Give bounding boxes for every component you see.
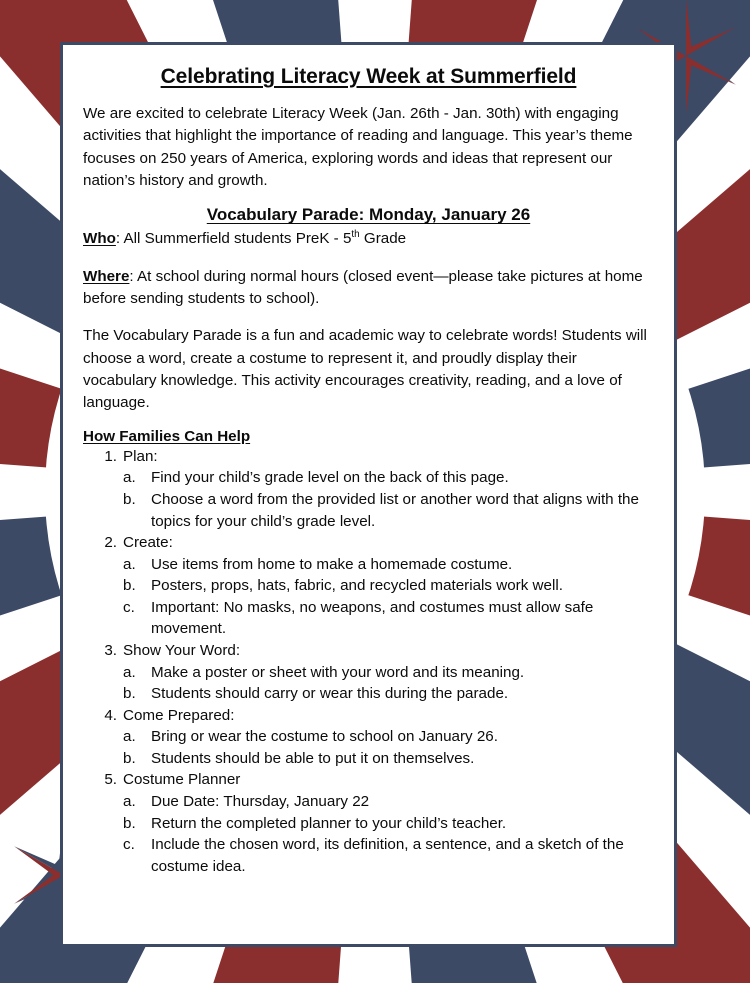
section-title: Vocabulary Parade: Monday, January 26 [206, 205, 531, 225]
step-item [83, 640, 654, 705]
how-families-can-help-list [83, 446, 654, 878]
substep-marker: b. [123, 749, 136, 767]
step-item [83, 532, 654, 640]
substep-marker: a. [123, 793, 136, 811]
substep-text: Due Date: Thursday, January 22 [151, 793, 370, 811]
substep-item [123, 683, 654, 705]
spacer [83, 310, 654, 325]
parade-description-paragraph: The Vocabulary Parade is a fun and academic way to celebrate words! Students will choose a word, create a costume to represent it, and proudly display their vocabulary knowledge. This activity encourages creativity, reading, and a love of language. [83, 327, 647, 412]
intro-paragraph: We are excited to celebrate Literacy Week (Jan. 26th - Jan. 30th) with engaging activities that highlight the importance of reading and language. This year’s theme focuses on 250 years of America, exploring words and ideas that represent our nation’s history and growth. [83, 105, 633, 190]
step-text: Create: [123, 534, 173, 552]
substep-marker: a. [123, 728, 136, 746]
step-item [83, 769, 654, 877]
substep-text: Return the completed planner to your child’s teacher. [151, 814, 507, 832]
substep-item [123, 662, 654, 684]
substep-text: Choose a word from the provided list or another word that aligns with the topics for your child’s grade level. [151, 490, 639, 530]
substep-text: Find your child’s grade level on the back of this page. [151, 469, 509, 487]
step-text: Come Prepared: [123, 706, 235, 724]
substep-text: Include the chosen word, its definition, a sentence, and a sketch of the costume idea. [151, 836, 624, 875]
substep-text: Important: No masks, no weapons, and costumes must allow safe movement. [151, 598, 594, 638]
substep-marker: b. [123, 490, 136, 508]
substep-text: Posters, props, hats, fabric, and recycled materials work well. [151, 577, 563, 595]
step-item [83, 705, 654, 770]
substep-item [123, 554, 654, 576]
page-title: Celebrating Literacy Week at Summerfield [160, 65, 577, 88]
substep-text: Make a poster or sheet with your word and its meaning. [151, 663, 525, 681]
step-text: Costume Planner [123, 771, 241, 789]
who-value-b: Grade [359, 230, 407, 248]
step-number: 5. [104, 771, 117, 789]
where-line [83, 266, 654, 311]
substep-item [123, 813, 654, 835]
substep-marker: a. [123, 663, 136, 681]
substep-item [123, 834, 654, 877]
step-item [83, 446, 654, 532]
who-line [83, 228, 654, 250]
step-text: Show Your Word: [123, 641, 241, 659]
substep-text: Students should be able to put it on themselves. [151, 749, 475, 767]
substep-item [123, 748, 654, 770]
substep-text: Bring or wear the costume to school on January 26. [151, 728, 498, 746]
substep-item [123, 791, 654, 813]
substep-marker: b. [123, 814, 136, 832]
substep-item [123, 467, 654, 489]
where-label: Where [83, 267, 130, 285]
who-label: Who [83, 230, 116, 248]
substep-list [123, 554, 654, 640]
step-number: 2. [104, 534, 117, 552]
families-help-heading: How Families Can Help [83, 427, 251, 445]
substep-list [123, 791, 654, 877]
substep-text: Students should carry or wear this during the parade. [151, 685, 509, 703]
substep-list [123, 726, 654, 769]
who-value-a: All Summerfield students PreK - 5 [123, 230, 352, 248]
substep-marker: a. [123, 469, 136, 487]
step-number: 4. [104, 706, 117, 724]
step-number: 1. [104, 447, 117, 465]
who-superscript: th [351, 229, 360, 241]
document-sheet [60, 42, 677, 947]
substep-item [123, 489, 654, 532]
substep-text: Use items from home to make a homemade costume. [151, 555, 513, 573]
substep-marker: a. [123, 555, 136, 573]
spacer [83, 251, 654, 266]
step-number: 3. [104, 641, 117, 659]
substep-item [123, 726, 654, 748]
substep-marker: b. [123, 577, 136, 595]
step-text: Plan: [123, 447, 158, 465]
substep-marker: b. [123, 685, 136, 703]
substep-list [123, 467, 654, 532]
substep-list [123, 662, 654, 705]
substep-marker: c. [123, 836, 135, 854]
substep-item [123, 575, 654, 597]
substep-marker: c. [123, 598, 135, 616]
where-separator: : [129, 267, 138, 285]
where-value: At school during normal hours (closed event—please take pictures at home before sending students to school). [83, 267, 643, 308]
who-separator: : [115, 230, 124, 248]
substep-item [123, 597, 654, 640]
